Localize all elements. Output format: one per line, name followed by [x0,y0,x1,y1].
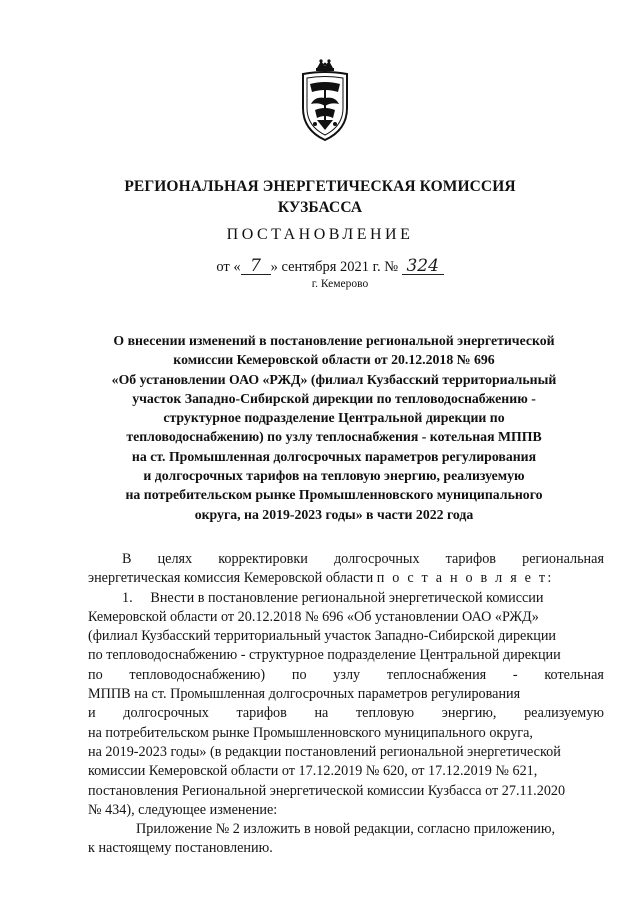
body-line [88,550,604,569]
document-subject [74,331,594,524]
date-middle: » сентября 2021 г. № [270,259,399,275]
document-body [88,550,604,859]
body-word: по [291,666,307,683]
body-word: целях [157,551,193,567]
body-word: корректировки [218,551,308,567]
handwritten-day: 7 [241,259,271,275]
body-line: к настоящему постановлению. [88,840,273,857]
body-word: - [512,666,518,683]
body-word: тепловодоснабжению) [129,666,266,683]
body-word: В [122,551,132,567]
body-line: на 2019-2023 годы» (в редакции постановлений региональной энергетической [88,743,561,760]
subject-line: структурное подразделение Центральной дирекции по [163,410,505,426]
document-date-line [160,256,500,276]
organization-title [40,176,600,218]
body-line: МППВ на ст. Промышленная долгосрочных параметров регулирования [88,686,521,703]
handwritten-number: 324 [402,259,444,275]
body-word: по [88,666,103,683]
subject-line: О внесении изменений в постановление региональной энергетической [113,333,555,348]
body-text: энергетическая комиссия Кемеровской области [88,570,374,587]
body-word: теплоснабжения [386,666,487,683]
body-word: тарифов [236,705,287,722]
body-word: реализуемую [524,705,604,722]
body-word: тепловую [355,705,415,722]
body-line: Кемеровской области от 20.12.2018 № 696 «Об установлении ОАО «РЖД» [88,608,539,625]
organization-title-line: КУЗБАССА [277,199,363,216]
city-label: г. Кемерово [311,278,369,290]
body-line: комиссии Кемеровской области от 17.12.2019 № 620, от 17.12.2019 № 621, [88,763,538,780]
subject-line: на потребительском рынке Промышленновского муниципального [125,487,543,503]
body-line: (филиал Кузбасский территориальный участок Западно-Сибирской дирекции [88,628,557,645]
organization-title-line: РЕГИОНАЛЬНАЯ ЭНЕРГЕТИЧЕСКАЯ КОМИССИЯ [124,178,516,195]
body-word: котельная [544,666,604,683]
body-line: Приложение № 2 изложить в новой редакции, согласно приложению, [136,821,556,838]
body-line: 1. Внести в постановление региональной энергетической комиссии [122,589,544,606]
body-line [88,569,604,588]
subject-line: на ст. Промышленная долгосрочных параметров регулирования [131,448,537,464]
subject-line: комиссии Кемеровской области от 20.12.2018 № 696 [173,352,495,368]
body-line: № 434), следующее изменение: [88,801,278,818]
subject-line: «Об установлении ОАО «РЖД» (филиал Кузбасский территориальный [111,371,557,387]
body-word: узлу [333,666,361,683]
date-prefix: от « [216,259,241,275]
decree-word: п о с т а н о в л я е т: [376,570,554,587]
body-word: долгосрочных [333,551,420,567]
body-word: на [314,705,329,722]
coat-of-arms-emblem [295,58,355,144]
body-line [88,666,604,685]
body-word: региональная [522,551,604,567]
body-word: и [88,705,96,722]
body-word: долгосрочных [123,705,209,722]
subject-line: участок Западно-Сибирской дирекции по тепловодоснабжению - [132,390,536,406]
body-line: по тепловодоснабжению - структурное подразделение Центральной дирекции [88,647,561,664]
body-line: постановления Региональной энергетической комиссии Кузбасса от 27.11.2020 [88,782,566,799]
body-word: тарифов [445,551,496,567]
body-line [88,704,604,723]
subject-line: и долгосрочных тарифов на тепловую энергию, реализуемую [143,468,525,484]
body-word: энергию, [441,705,497,722]
subject-line: округа, на 2019-2023 годы» в части 2022 года [194,506,474,522]
subject-line: тепловодоснабжению) по узлу теплоснабжения - котельная МППВ [126,429,542,445]
body-line: на потребительском рынке Промышленновского муниципального округа, [88,724,533,741]
document-type: ПОСТАНОВЛЕНИЕ [226,226,414,243]
